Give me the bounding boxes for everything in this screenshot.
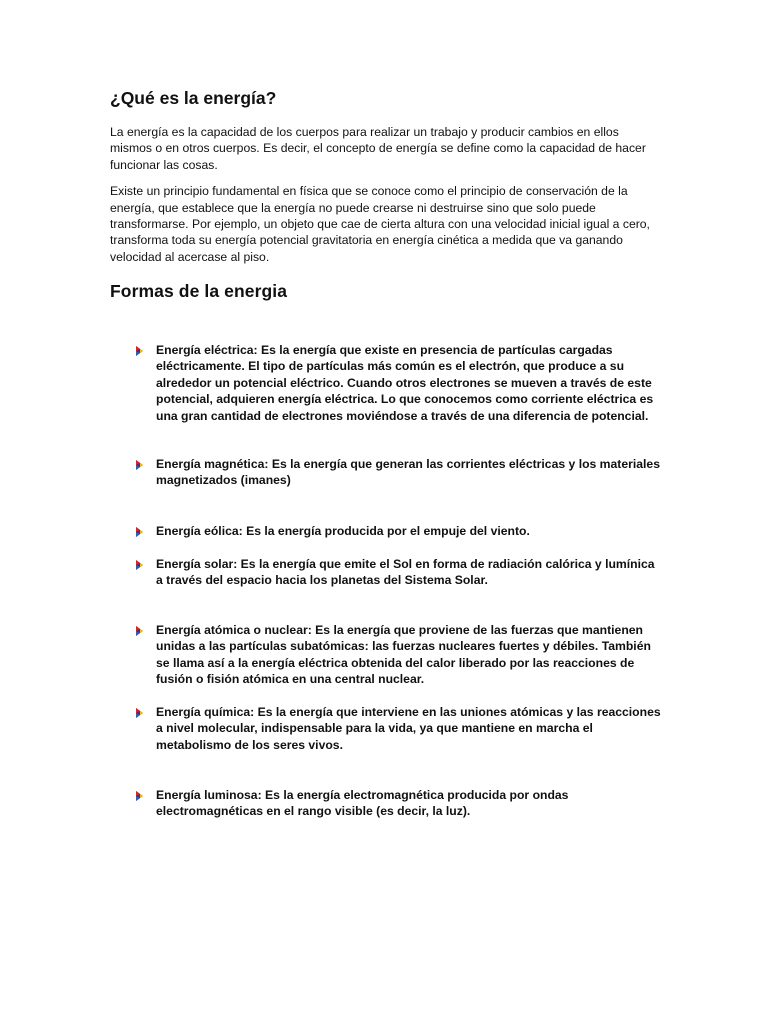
arrow-bullet-icon: [134, 624, 146, 636]
arrow-bullet-icon: [134, 789, 146, 801]
section-title-forms: Formas de la energia: [110, 281, 288, 302]
paragraph-conservation: Existe un principio fundamental en física que se conoce como el principio de conservación de la energía, que establece que la energía no puede crearse ni destruirse sino que solo puede transformarse. Por ejemplo, un objeto que cae de cierta altura con una velocidad inicial igual a cero, transforma toda su energía potencial gravitatoria en energía cinética a medida que va ganando velocidad al acercase al piso.: [110, 184, 650, 264]
section-title-energy: ¿Qué es la energía?: [110, 88, 277, 108]
list-item-text: Energía solar: Es la energía que emite el Sol en forma de radiación calórica y lumínica a través del espacio hacia los planetas del Sistema Solar.: [156, 557, 655, 588]
arrow-bullet-icon: [134, 344, 146, 356]
arrow-bullet-icon: [134, 558, 146, 570]
list-item-text: Energía atómica o nuclear: Es la energía que proviene de las fuerzas que mantienen unidas a las partículas subatómicas: las fuerzas nucleares fuertes y débiles. También se llama así a la energía eléctrica obtenida del calor liberado por las reacciones de fusión o fisión atómica en una central nuclear.: [156, 623, 651, 687]
arrow-bullet-icon: [134, 525, 146, 537]
document-page: [110, 86, 658, 303]
arrow-bullet-icon: [134, 706, 146, 718]
arrow-bullet-icon: [134, 458, 146, 470]
paragraph-definition: La energía es la capacidad de los cuerpos para realizar un trabajo y producir cambios en ellos mismos o en otros cuerpos. Es decir, el concepto de energía se define como la capacidad de hacer funcionar las cosas.: [110, 125, 646, 172]
list-item-text: Energía magnética: Es la energía que generan las corrientes eléctricas y los materiales magnetizados (imanes): [156, 457, 660, 488]
list-item-text: Energía luminosa: Es la energía electromagnética producida por ondas electromagnéticas en el rango visible (es decir, la luz).: [156, 788, 569, 819]
list-item-text: Energía eólica: Es la energía producida por el empuje del viento.: [156, 524, 530, 538]
list-item-text: Energía química: Es la energía que interviene en las uniones atómicas y las reacciones a nivel molecular, indispensable para la vida, ya que mantiene en marcha el metabolismo de los seres vivos.: [156, 705, 661, 752]
list-item-text: Energía eléctrica: Es la energía que existe en presencia de partículas cargadas eléctricamente. El tipo de partículas más común es el electrón, que produce a su alrededor un potencial eléctrico. Cuando otros electrones se mueven a través de este potencial, adquieren energía eléctrica. Lo que conocemos como corriente eléctrica es una gran cantidad de electrones moviéndose a través de una diferencia de potencial.: [156, 343, 654, 423]
